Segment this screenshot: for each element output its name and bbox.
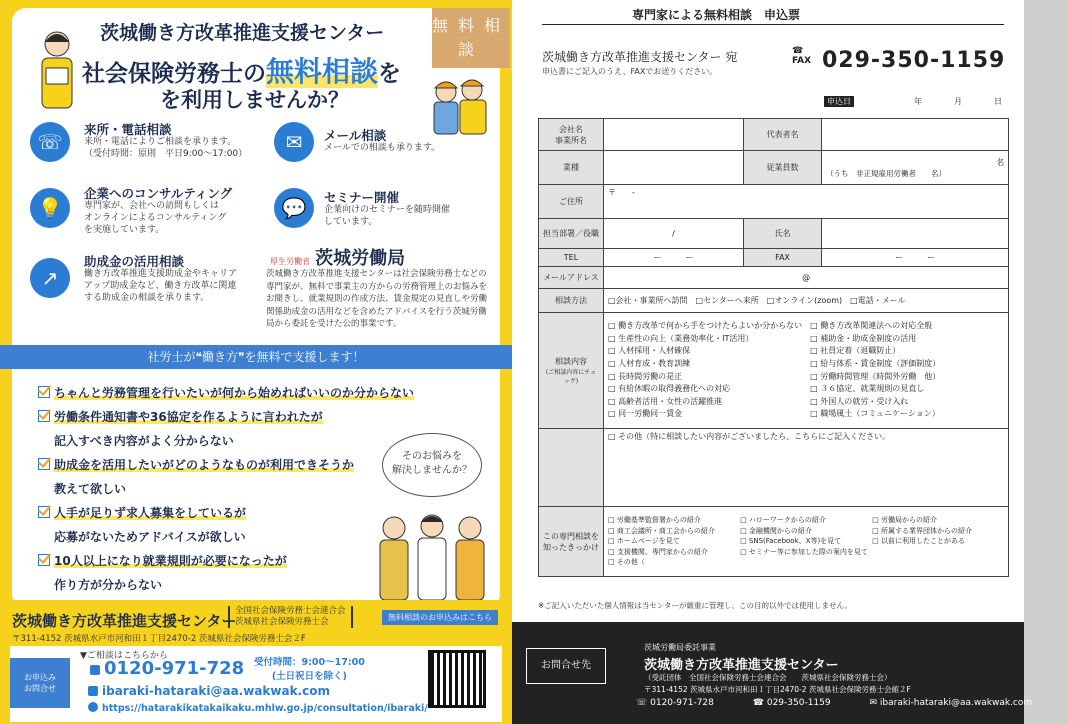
check-item-3b: 教えて欲しい [54, 482, 127, 496]
stairs-icon: ↗ [30, 258, 70, 298]
apply-box: お申込み お問合せ [10, 658, 70, 708]
form-note: 申込書にご記入のうえ、FAXでお送りください。 [542, 67, 718, 76]
check-item-4b: 応募がないためアドバイスが欲しい [54, 530, 246, 544]
footer-orgs: 全国社会保険労務士会連合会 茨城県社会保険労務士会 [228, 606, 353, 628]
people-illustration-icon [372, 508, 492, 604]
check-item-5b: 作り方が分からない [54, 578, 163, 592]
application-form-table [538, 118, 1009, 577]
service-desc-mail: メールでの相談も承ります。 [324, 143, 441, 153]
service-desc-subsidy: 働き方改革推進支援助成金やキャリア アップ助成金など、働き方改革に関連 する助成金の相談を承ります。 [84, 269, 238, 303]
field-dept[interactable]: / [604, 219, 744, 249]
lightbulb-icon: 💡 [30, 188, 70, 228]
globe-icon [88, 702, 98, 712]
service-title-seminar: セミナー開催 [324, 190, 400, 205]
phone-icon [90, 665, 100, 675]
footer-url[interactable]: https://hatarakikatakaikaku.mhlw.go.jp/consultation/ibaraki/ [88, 702, 428, 714]
field-industry[interactable] [604, 151, 744, 185]
label-tel: TEL [539, 249, 604, 267]
check-item-2b: 記入すべき内容がよく分からない [54, 434, 234, 448]
field-address[interactable]: 〒 - [604, 185, 1009, 219]
ministry-name: 茨城労働局 [315, 248, 406, 269]
service-desc-consulting: 専門家が、会社への訪問もしくは オンラインによるコンサルティング を実施しています。 [84, 201, 227, 235]
apply-link-tag[interactable]: 無料相談のお申込みはこちら [382, 610, 498, 625]
field-company[interactable] [604, 119, 744, 151]
label-address: ご住所 [539, 185, 604, 219]
phone-icon: ☏ [30, 122, 70, 162]
service-desc-visit: 来所・電話によりご相談を承ります。 （受付時間：原則 平日9:00～17:00） [84, 137, 248, 159]
label-industry: 業種 [539, 151, 604, 185]
label-company: 会社名 事業所名 [539, 119, 604, 151]
footer-sub: 茨城労働局委託事業 [644, 643, 716, 652]
center-name: 茨城働き方改革推進支援センター [100, 22, 385, 44]
label-rep: 代表者名 [744, 119, 822, 151]
label-fax: FAX [744, 249, 822, 267]
check-item-5: 10人以上になり就業規則が必要になったが [38, 552, 287, 569]
label-employees: 従業員数 [744, 151, 822, 185]
check-item-4: 人手が足りず求人募集をしているが [38, 504, 246, 521]
ministry-logo [270, 244, 405, 270]
form-to: 茨城働き方改革推進支援センター 宛 [542, 50, 738, 64]
date-line [824, 96, 1002, 107]
date-units: 年 月 日 [914, 97, 1002, 106]
form-footer [512, 622, 1033, 724]
check-item-1: ちゃんと労務管理を行いたいが何から始めればいいのか分からない [38, 384, 414, 401]
fax-label: ☎ FAX [792, 46, 812, 66]
footer-center-name: 茨城働き方改革推進支援センター [12, 612, 237, 630]
field-name[interactable] [822, 219, 1009, 249]
service-title-visit: 来所・電話相談 [84, 122, 172, 137]
field-triggers[interactable] [604, 507, 1009, 577]
field-employees[interactable]: 名 （うち 非正規雇用労働者 名） [822, 151, 1009, 185]
contact-label-box: お問合せ先 [526, 648, 606, 684]
field-mail[interactable]: @ [604, 267, 1009, 289]
footer-orgs: （受託団体 全国社会保険労務士会連合会 茨城県社会保険労務士会） [644, 673, 892, 682]
fax-number: 029-350-1159 [822, 48, 1006, 73]
check-icon [38, 554, 50, 566]
field-tel[interactable]: ー ー [604, 249, 744, 267]
contact-box [10, 646, 502, 722]
footer-address: 〒311-4152 茨城県水戸市河和田１丁目2470-2 茨城県社会保険労務士会２F [12, 634, 306, 644]
privacy-note: ※ご記入いただいた個人情報は当センターが厳重に管理し、この目的以外では使用しません。 [538, 601, 852, 610]
topic-list: □ 働き方改革で何から手をつけたらよいか分からない □ 生産性の向上（業務効率化・IT活用） □ 人材採用・人材確保 □ 人材育成・教育訓練 □ 長時間労働の是正 □ 有給休暇の取得義務化への対応 □ 高齢者活用・女性の活躍推進 □ 同一労働同一賃金 □ 働き方改革関連法への対応全般 □ 補助金・助成金制度の活用 □ 社員定着（退職防止） □ 給与体系・賃金制度（評価制度） □ 労働時間管理（時間外労働 他） □ ３６協定、就業規則の見直し □ 外国人の就労・受け入れ □ 職場風土（コミュニケーション） [608, 321, 941, 419]
headline-highlight: 無料相談 [266, 55, 379, 88]
footer-address: 〒311-4152 茨城県水戸市河和田１丁目2470-2 茨城県社会保険労務士会館２F [644, 685, 911, 694]
woman-illustration-icon [32, 26, 82, 116]
mail-icon [88, 686, 98, 696]
speech-bubble: そのお悩みを 解決しませんか？ [382, 433, 482, 497]
date-tag: 申込日 [824, 96, 854, 107]
check-icon [38, 506, 50, 518]
label-method: 相談方法 [539, 289, 604, 313]
phone-label: ▼ご相談はこちらから [80, 651, 168, 661]
check-item-3: 助成金を活用したいがどのようなものが利用できそうか [38, 456, 354, 473]
service-title-mail: メール相談 [324, 128, 387, 143]
check-icon [38, 458, 50, 470]
field-rep[interactable] [822, 119, 1009, 151]
fax-icon: ☎ [792, 46, 804, 56]
mail-icon: ✉ [274, 122, 314, 162]
flyer-inner [12, 8, 511, 608]
footer-phone[interactable]: 0120-971-728 [90, 658, 244, 679]
label-name: 氏名 [744, 219, 822, 249]
footer-phone[interactable]: ☏ 0120-971-728 [636, 698, 714, 708]
footer-title: 茨城働き方改革推進支援センター [644, 658, 839, 673]
form-panel [512, 0, 1033, 724]
support-band: 社労士が❝働き方❞を無料で支援します！ [0, 345, 512, 369]
trigger-list: □ 労働基準監督署からの紹介 □ ハローワークからの紹介 □ 労働局からの紹介 □ 商工会議所・商工会からの紹介 □ 金融機関からの紹介 □ 所属する業界団体からの紹介 □ ホームページを見て □ SNS(Facebook、X等)を見て □ 以前に利用したことがある □ 支援機関、専門家からの紹介 □ セミナー等に参加した際の案内を見て □ その他（ [608, 516, 972, 567]
title-divider [542, 24, 1004, 25]
headline-pre: 社会保険労務士の [82, 61, 266, 87]
field-methods[interactable]: □会社・事業所へ訪問 □センターへ来所 □オンライン(zoom) □電話・メール [604, 289, 1009, 313]
label-mail: メールアドレス [539, 267, 604, 289]
field-fax[interactable]: ー ー [822, 249, 1009, 267]
field-other[interactable]: □ その他（特に相談したい内容がございましたら、こちらにご記入ください。 [604, 429, 1009, 507]
workers-illustration-icon [422, 72, 494, 138]
service-desc-seminar: 企業向けのセミナーを随時開催 しています。 [324, 205, 451, 227]
check-icon [38, 386, 50, 398]
footer-email[interactable]: ibaraki-hataraki@aa.wakwak.com [88, 684, 330, 698]
free-tag: 無料相談 [432, 8, 510, 68]
qr-code-icon[interactable] [428, 650, 486, 708]
flyer-panel [0, 0, 512, 724]
service-title-subsidy: 助成金の活用相談 [84, 254, 185, 269]
ministry-desc: 茨城働き方改革推進支援センターは社会保険労務士などの専門家が、無料で事業主の方からの労務管理上のお悩みをお聞きし、就業規則の作成方法、賃金規定の見直しや労働関係助成金の活用などを含めたアドバイスを行う茨城労働局から委託を受けた公的事業です。 [266, 269, 488, 329]
label-other-empty [539, 429, 604, 507]
ministry-small: 厚生労働省 [270, 257, 310, 266]
footer-contacts [636, 698, 1068, 708]
field-topics[interactable] [604, 313, 1009, 429]
check-icon [38, 410, 50, 422]
headline-post: を [378, 61, 402, 87]
flyer-footer [0, 600, 512, 724]
service-title-consulting: 企業へのコンサルティング [84, 186, 233, 201]
form-title: 専門家による無料相談 申込票 [632, 8, 801, 22]
footer-fax: ☎ 029-350-1159 [752, 698, 831, 708]
chat-icon: 💬 [274, 188, 314, 228]
label-dept: 担当部署／役職 [539, 219, 604, 249]
label-content: 相談内容 (ご相談内容にチェック) [539, 313, 604, 429]
label-trigger: この専門相談を 知ったきっかけ [539, 507, 604, 577]
headline-line2: を利用しませんか？ [160, 88, 349, 112]
check-item-2: 労働条件通知書や36協定を作るように言われたが [38, 408, 323, 425]
footer-hours: 受付時間：9:00～17:00 (土日祝日を除く) [254, 657, 365, 682]
footer-email[interactable]: ✉ ibaraki-hataraki@aa.wakwak.com [869, 698, 1033, 708]
